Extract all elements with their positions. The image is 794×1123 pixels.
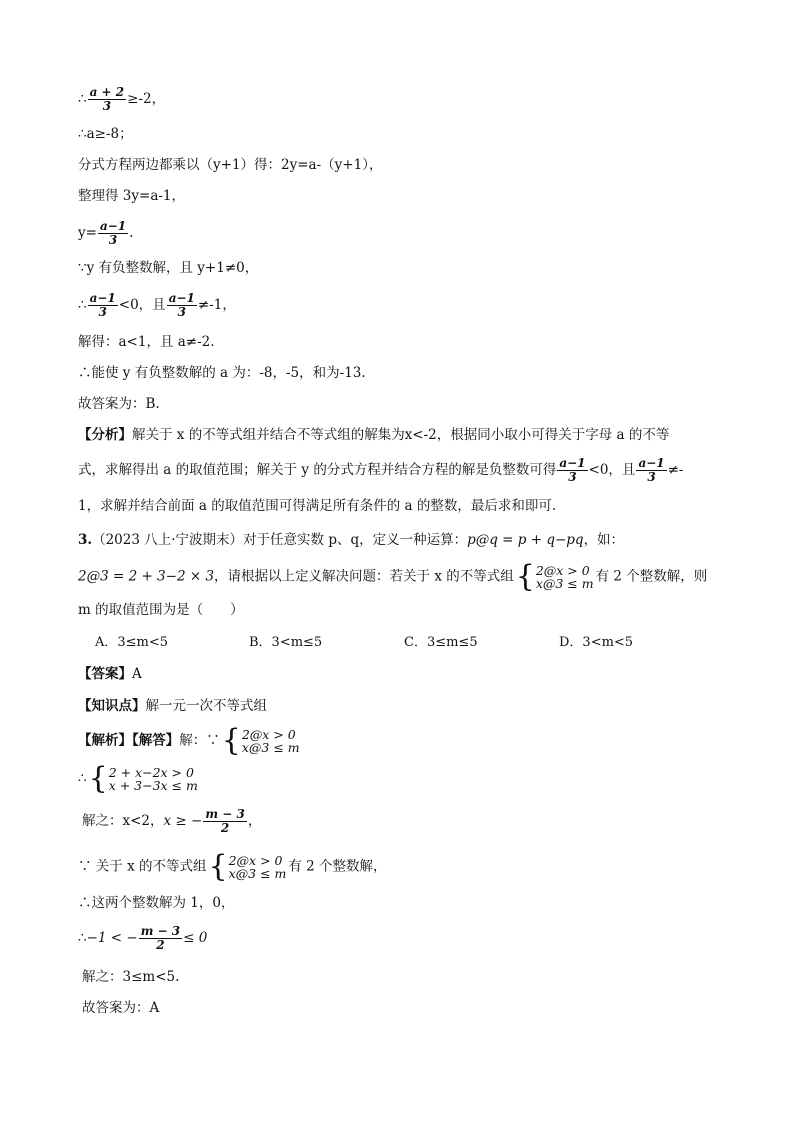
solution-line-6: ∴−1 < − $\frac{m - 3}{2}$ ≤ 0 — [78, 924, 208, 952]
operation-example: 2@3 = 2 + 3−2 × 3 — [78, 568, 215, 585]
line-5: y= $\frac{a-1}{3}$ . — [78, 219, 134, 247]
solution-line-5: ∴这两个整数解为 1，0， — [78, 895, 235, 911]
question-3-line-2: 2@3 = 2 + 3−2 × 3，请根据以上定义解决问题：若关于 x 的不等式组 { 2@x > 0 x@3 ≤ m 有 2 个整数解，则 — [78, 559, 708, 594]
line-9: ∴能使 y 有负整数解的 a 为：-8，-5，和为-13. — [78, 365, 366, 381]
fraction: $\frac{m - 3}{2}$ — [205, 807, 245, 835]
fraction: $\frac{a-1}{3}$ — [89, 291, 116, 319]
inequality-system: { 2 + x−2x > 0 x + 3−3x ≤ m — [88, 761, 198, 796]
inequality-system: { 2@x > 0 x@3 ≤ m — [221, 723, 300, 758]
knowledge-point-tag: 【知识点】 — [78, 698, 146, 714]
fraction: $\frac{m - 3}{2}$ — [140, 924, 181, 952]
fraction: $\frac{a-1}{3}$ — [168, 291, 195, 319]
analysis-line-3: 1，求解并结合前面 a 的取值范围可得满足所有条件的 a 的整数，最后求和即可. — [78, 498, 557, 514]
operation-definition: p@q = p + q−pq — [467, 532, 584, 548]
line-10: 故答案为：B. — [78, 396, 160, 412]
option-d[interactable]: D．3<m<5 — [559, 635, 634, 650]
solution-line-3: 解之：x<2，x ≥ − $\frac{m - 3}{2}$ ， — [82, 807, 262, 835]
solution-line-8: 故答案为：A — [82, 1000, 160, 1016]
options-row — [95, 633, 695, 653]
inequality-system: { 2@x > 0 x@3 ≤ m — [515, 559, 594, 594]
question-3-line-1: 3.（2023 八上·宁波期末）对于任意实数 p、q，定义一种运算：p@q = p + q−pq，如： — [78, 532, 625, 548]
option-c[interactable]: C．3≤m≤5 — [404, 635, 478, 650]
line-1: ∴ $\frac{a + 2}{3}$ ≥-2， — [78, 85, 166, 113]
line-3: 分式方程两边都乘以（y+1）得：2y=a-（y+1）， — [78, 157, 383, 173]
analysis-line-2: 式，求解得出 a 的取值范围；解关于 y 的分式方程并结合方程的解是负整数可得 $\frac{a-1}{3}$ <0，且 $\frac{a-1}{3}$ ≠- — [78, 456, 684, 484]
solution-line-1: 【解析】【解答】解：∵ { 2@x > 0 x@3 ≤ m — [78, 723, 300, 758]
fraction: $\frac{a-1}{3}$ — [559, 456, 586, 484]
question-number: 3. — [78, 532, 93, 548]
answer-line — [78, 664, 142, 684]
line-6: ∵y 有负整数解，且 y+1≠0， — [78, 260, 259, 276]
line-2: ∴a≥-8； — [78, 126, 133, 142]
analysis-tag: 【分析】 — [78, 427, 132, 443]
line-7: ∴ $\frac{a-1}{3}$ <0，且 $\frac{a-1}{3}$ ≠-1， — [78, 291, 236, 319]
analysis-line-1: 【分析】解关于 x 的不等式组并结合不等式组的解集为x<-2，根据同小取小可得关于字母 a 的不等 — [78, 427, 670, 443]
solution-line-7: 解之：3≤m<5. — [82, 969, 180, 985]
option-b[interactable]: B．3<m≤5 — [249, 635, 323, 650]
fraction: $\frac{a-1}{3}$ — [638, 456, 665, 484]
fraction: $\frac{a-1}{3}$ — [99, 219, 127, 247]
option-a[interactable]: A．3≤m<5 — [95, 635, 169, 650]
answer-tag: 【答案】 — [78, 666, 132, 682]
solution-line-4: ∵ 关于 x 的不等式组 { 2@x > 0 x@3 ≤ m 有 2 个整数解， — [78, 849, 387, 884]
answer-value: A — [132, 666, 142, 682]
solution-line-2: ∴ { 2 + x−2x > 0 x + 3−3x ≤ m — [78, 761, 198, 796]
line-4: 整理得 3y=a-1， — [78, 188, 186, 204]
fraction: $\frac{a + 2}{3}$ — [89, 85, 125, 113]
solution-tag: 【解析】【解答】 — [78, 732, 180, 749]
line-8: 解得：a<1，且 a≠-2. — [78, 334, 215, 350]
question-3-line-3: m 的取值范围为是（ ） — [78, 602, 244, 618]
knowledge-point-line: 【知识点】解一元一次不等式组 — [78, 698, 267, 714]
inequality-system: { 2@x > 0 x@3 ≤ m — [208, 849, 287, 884]
